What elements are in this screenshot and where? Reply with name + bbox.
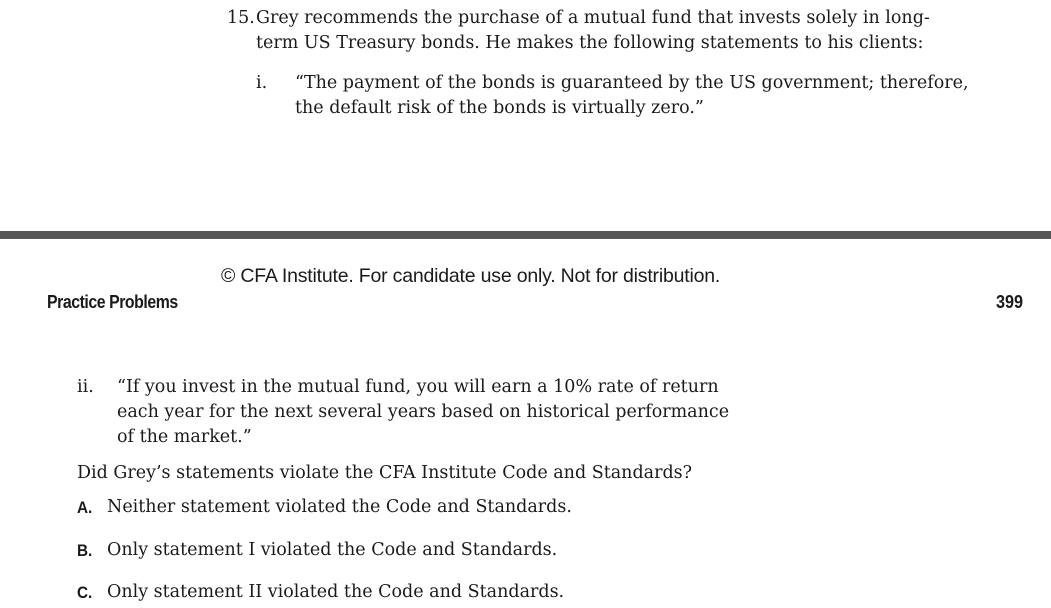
copyright-notice: © CFA Institute. For candidate use only. Not for distribution. <box>221 265 721 287</box>
question-number: 15. <box>227 8 255 28</box>
statement-2-text: “If you invest in the mutual fund, you will earn a 10% rate of return each year for the next several years based on historical performance of the market.” <box>117 377 730 447</box>
statement-2-numeral: ii. <box>77 377 94 397</box>
option-text: Only statement I violated the Code and Standards. <box>107 540 558 560</box>
question-stem: Grey recommends the purchase of a mutual fund that invests solely in long-term US Treasury bonds. He makes the following statements to his clients: <box>256 8 930 53</box>
option-letter: A. <box>77 498 93 517</box>
option-text: Neither statement violated the Code and Standards. <box>107 497 572 517</box>
page-divider <box>0 231 1051 239</box>
option-letter: C. <box>77 583 93 602</box>
option-letter: B. <box>77 541 93 560</box>
answer-option-b <box>77 538 977 563</box>
answer-option-a <box>77 495 977 520</box>
option-text: Only statement II violated the Code and Standards. <box>107 582 565 602</box>
statement-1-text: “The payment of the bonds is guaranteed by the US government; therefore, the default risk of the bonds is virtually zero.” <box>295 73 969 118</box>
answer-option-c <box>77 580 977 605</box>
statement-1-numeral: i. <box>256 73 268 93</box>
running-head: Practice Problems <box>47 292 178 312</box>
page-number: 399 <box>995 292 1023 312</box>
question-prompt: Did Grey’s statements violate the CFA Institute Code and Standards? <box>77 463 693 483</box>
